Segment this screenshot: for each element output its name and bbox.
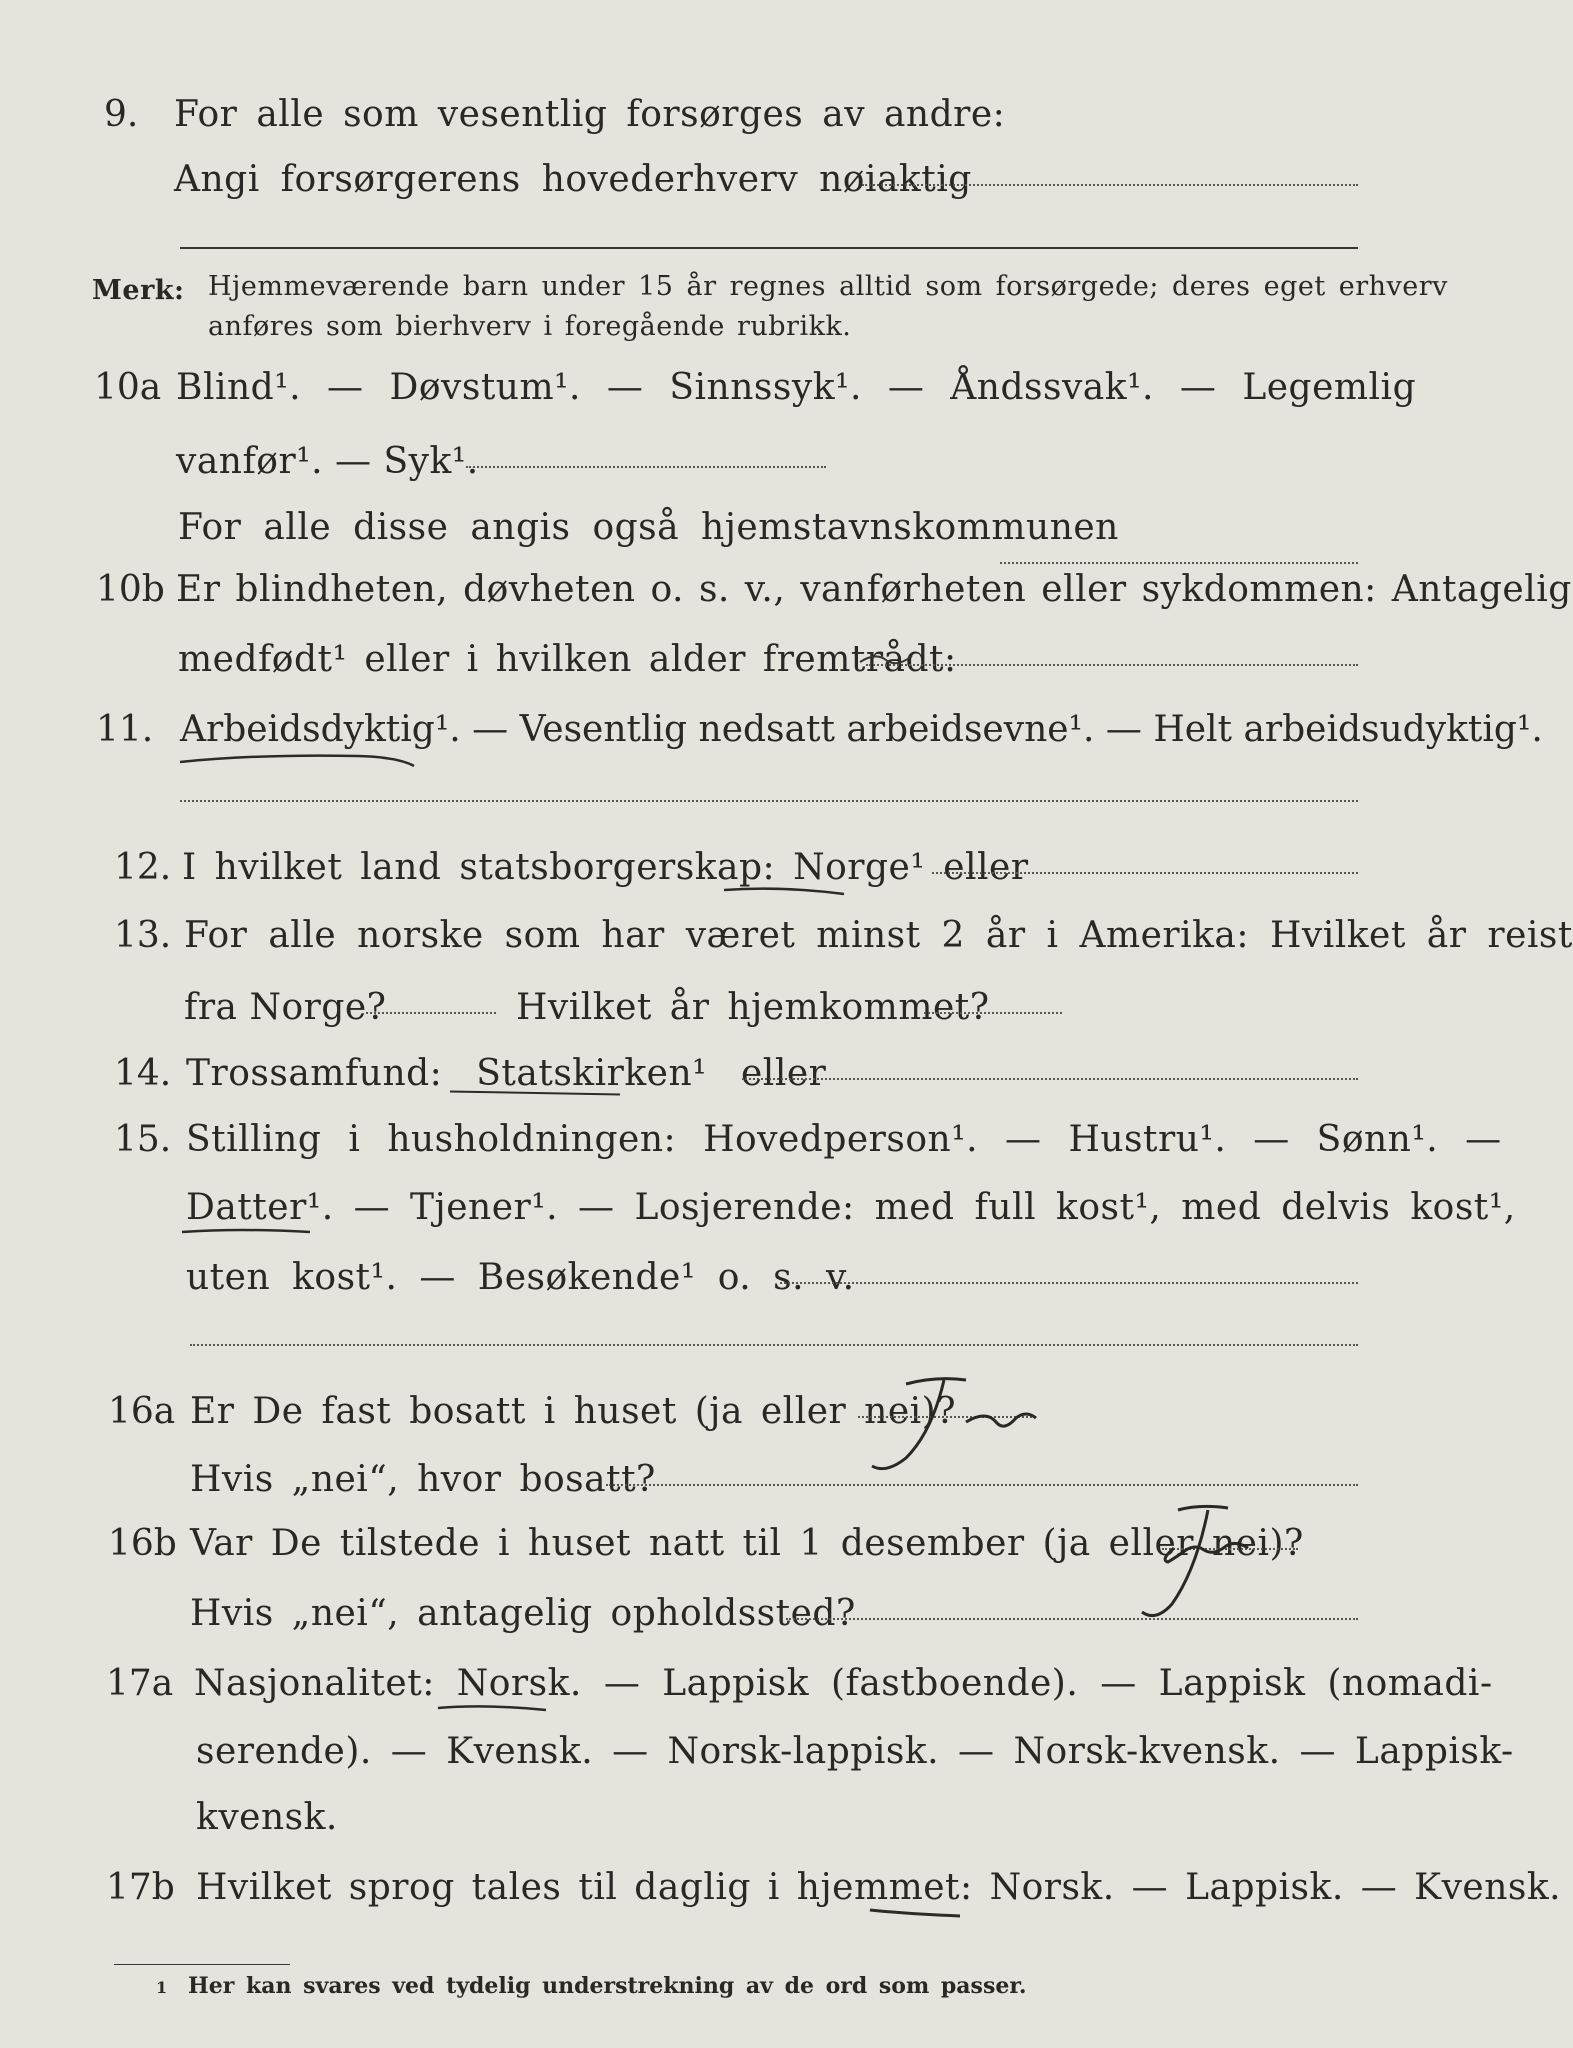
footnote-separator	[114, 1964, 290, 1965]
q13-line2a: fra Norge?	[184, 987, 387, 1028]
q10b-line2: medfødt¹ eller i hvilken alder fremtrådt:	[178, 639, 957, 680]
q17a-underline-norsk	[436, 1700, 556, 1718]
q17a-line1: Nasjonalitet: Norsk. — Lappisk (fastboende). — Lappisk (nomadi-	[194, 1663, 1493, 1704]
q13-reist-line	[366, 1012, 496, 1014]
q9-number: 9.	[104, 94, 139, 135]
q12-underline-norge	[722, 882, 852, 902]
q9-line2: Angi forsørgerens hovederhverv nøiaktig	[174, 159, 972, 200]
q10b-number: 10b	[96, 569, 165, 610]
q11-number: 11.	[96, 709, 154, 750]
q15-answer-line-2	[190, 1344, 1358, 1346]
q16b-line2: Hvis „nei“, antagelig opholdssted?	[190, 1593, 856, 1634]
q11-line1: Arbeidsdyktig¹. — Vesentlig nedsatt arbeidsevne¹. — Helt arbeidsudyktig¹.	[180, 709, 1543, 750]
q16b-opholdssted-line	[786, 1618, 1358, 1620]
q13-line2b: Hvilket år hjemkommet?	[516, 987, 990, 1028]
q15-line1: Stilling i husholdningen: Hovedperson¹. — Hustru¹. — Sønn¹. —	[186, 1119, 1502, 1160]
q10a-line3: For alle disse angis også hjemstavnskommunen	[178, 507, 1119, 548]
q15-answer-line-1	[780, 1282, 1358, 1284]
q16a-bosatt-line	[606, 1484, 1358, 1486]
footnote-mark: 1	[156, 1978, 168, 1997]
q10a-line1: Blind¹. — Døvstum¹. — Sinnssyk¹. — Åndssvak¹. — Legemlig	[176, 367, 1417, 408]
q10a-number: 10a	[94, 367, 162, 408]
q16a-line2: Hvis „nei“, hvor bosatt?	[190, 1459, 656, 1500]
q16a-number: 16a	[108, 1391, 176, 1432]
q14-line1: Trossamfund: Statskirken¹ eller	[186, 1053, 827, 1094]
q11-underline-arbeidsdyktig	[178, 748, 428, 772]
q17a-number: 17a	[106, 1663, 174, 1704]
q16b-number: 16b	[108, 1523, 177, 1564]
merk-label: Merk:	[92, 275, 185, 306]
footnote-text: Her kan svares ved tydelig understrekning av de ord som passer.	[188, 1973, 1027, 1999]
q9-answer-line-2	[180, 247, 1358, 249]
q10a-answer-line	[466, 466, 826, 468]
q9-answer-line-1	[862, 184, 1358, 186]
q10b-answer-line	[866, 664, 1358, 666]
q10a-line2: vanfør¹. — Syk¹.	[176, 441, 479, 482]
q13-hjemkommet-line	[924, 1012, 1062, 1014]
q16a-handwritten-ja	[866, 1372, 1046, 1482]
q16b-line1: Var De tilstede i huset natt til 1 desember (ja eller nei)?	[190, 1523, 1304, 1564]
q15-number: 15.	[114, 1119, 172, 1160]
q14-number: 14.	[114, 1053, 172, 1094]
q15-line2: Datter¹. — Tjener¹. — Losjerende: med full kost¹, med delvis kost¹,	[186, 1187, 1516, 1228]
q17a-line2: serende). — Kvensk. — Norsk-lappisk. — Norsk-kvensk. — Lappisk-	[196, 1731, 1514, 1772]
q12-answer-line	[932, 872, 1358, 874]
q15-underline-datter	[180, 1224, 320, 1240]
q16a-line1: Er De fast bosatt i huset (ja eller nei)?	[190, 1391, 957, 1432]
q10a-hjemstavn-line	[1000, 562, 1358, 564]
q17a-line3: kvensk.	[196, 1797, 338, 1838]
merk-line1: Hjemmeværende barn under 15 år regnes alltid som forsørgede; deres eget erhverv	[208, 271, 1448, 302]
q12-line1: I hvilket land statsborgerskap: Norge¹ eller	[182, 847, 1029, 888]
q13-line1: For alle norske som har været minst 2 år i Amerika: Hvilket år reist	[184, 915, 1573, 956]
q16b-handwritten-ja	[1120, 1500, 1270, 1630]
q10b-line1: Er blindheten, døvheten o. s. v., vanførheten eller sykdommen: Antagelig	[176, 569, 1572, 610]
q12-number: 12.	[114, 847, 172, 888]
q17b-line1: Hvilket sprog tales til daglig i hjemmet: Norsk. — Lappisk. — Kvensk.	[196, 1867, 1562, 1908]
q14-answer-line	[742, 1078, 1358, 1080]
q17b-underline-norsk	[868, 1904, 968, 1924]
merk-line2: anføres som bierhverv i foregående rubrikk.	[208, 311, 852, 342]
q15-line3: uten kost¹. — Besøkende¹ o. s. v.	[186, 1257, 855, 1298]
q13-number: 13.	[114, 915, 172, 956]
q11-answer-line	[180, 800, 1358, 802]
q9-line1: For alle som vesentlig forsørges av andre:	[174, 94, 1006, 135]
q17b-number: 17b	[106, 1867, 175, 1908]
q10b-ink-mark	[856, 650, 916, 670]
